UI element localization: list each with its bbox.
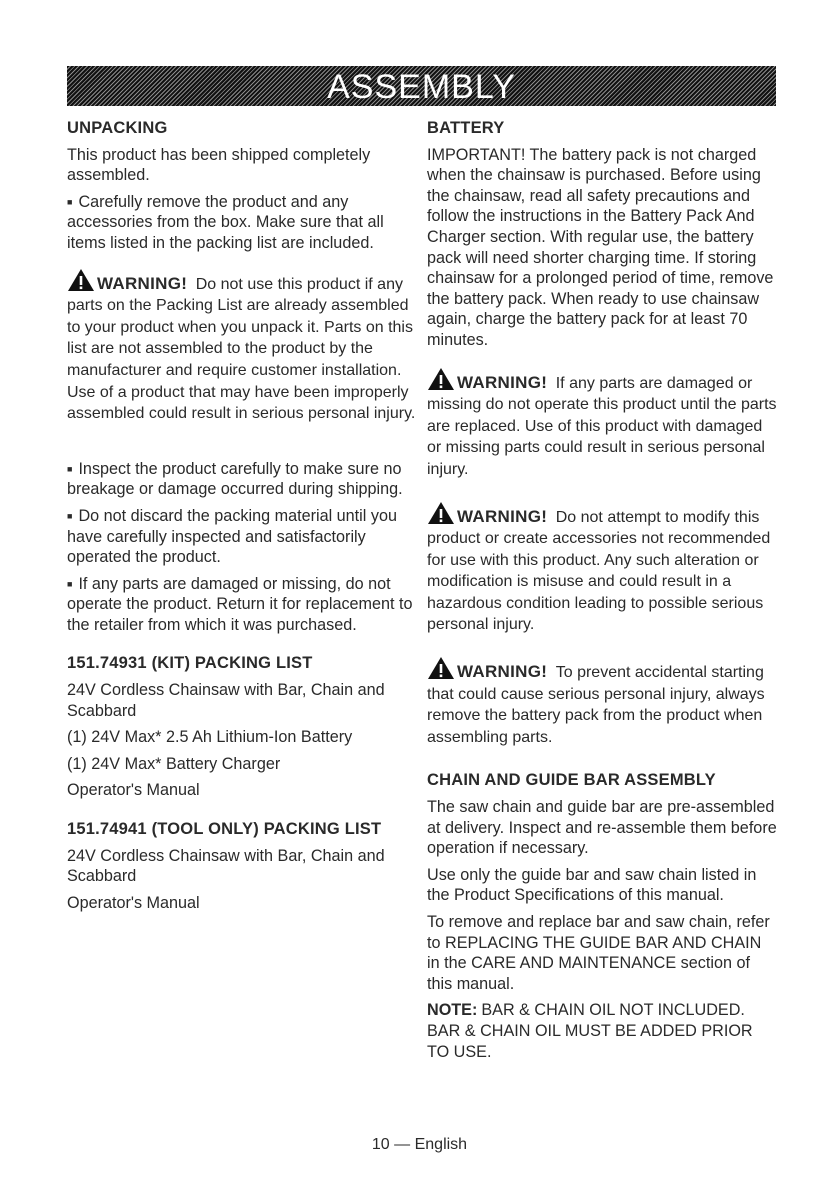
kit-item: (1) 24V Max* 2.5 Ah Lithium-Ion Battery: [67, 728, 353, 747]
battery-heading: BATTERY: [427, 119, 505, 137]
unpacking-bullet-4: ■ If any parts are damaged or missing, do not operate the product. Return it for replacement to the retailer from which it was purchased.: [67, 574, 419, 636]
tool-item: Operator's Manual: [67, 893, 200, 912]
warning-triangle-icon: [427, 501, 455, 525]
page-title: ASSEMBLY: [327, 68, 516, 106]
kit-item: 24V Cordless Chainsaw with Bar, Chain and Scabbard: [67, 681, 385, 720]
chain-paragraph: To remove and replace bar and saw chain, refer to REPLACING THE GUIDE BAR AND CHAIN in the CARE AND MAINTENANCE section of this manual.: [427, 913, 770, 993]
warning-text: Do not attempt to modify this product or create accessories not recommended for use with this product. Any such alteration or modification is misuse and could result in a hazardous condition leading to possible serious personal injury.: [427, 508, 771, 634]
warning-label: WARNING!: [457, 506, 548, 526]
battery-text: IMPORTANT! The battery pack is not charged when the chainsaw is purchased. Before using the chainsaw, read all safety precautions and follow the instructions in the Battery Pack And Charger section. With regular use, the battery pack will need shorter charging time. If storing chainsaw for a prolonged period of time, remove the battery pack. When ready to use chainsaw again, charge the battery pack for at least 70 minutes.: [427, 145, 774, 349]
warning-triangle-icon: [427, 656, 455, 680]
warning-block-modify: [427, 501, 777, 637]
kit-packing-list-heading: 151.74931 (KIT) PACKING LIST: [67, 654, 313, 673]
warning-block-parts: [427, 367, 777, 481]
warning-text: To prevent accidental starting that could cause serious personal injury, always remove the battery pack from the product when assembling parts.: [427, 664, 765, 746]
unpacking-bullet-2: ■ Inspect the product carefully to make sure no breakage or damage occurred during shipping.: [67, 459, 419, 500]
warning-text: Do not use this product if any parts on the Packing List are already assembled to your product when you unpack it. Parts on this list are not assembled to the product by the manufacturer and require customer installation. Use of a product that may have been improperly assembled could result in serious personal injury.: [67, 275, 416, 423]
oil-note: [427, 1000, 777, 1062]
warning-triangle-icon: [67, 268, 95, 292]
tool-item: 24V Cordless Chainsaw with Bar, Chain and Scabbard: [67, 846, 385, 886]
warning-triangle-icon: [427, 367, 455, 391]
warning-text: If any parts are damaged or missing do not operate this product until the parts are replaced. Use of this product with damaged or missing parts could result in serious personal injury.: [427, 374, 777, 478]
kit-item: (1) 24V Max* Battery Charger: [67, 754, 281, 773]
unpacking-heading: UNPACKING: [67, 119, 168, 137]
warning-block-unpack: [67, 268, 419, 425]
warning-label: WARNING!: [457, 662, 548, 682]
unpacking-bullet-3: ■ Do not discard the packing material until you have carefully inspected and satisfactorily operated the product.: [67, 506, 419, 568]
chain-assembly-heading: CHAIN AND GUIDE BAR ASSEMBLY: [427, 771, 716, 790]
chain-paragraph: Use only the guide bar and saw chain listed in the Product Specifications of this manual.: [427, 865, 757, 905]
warning-label: WARNING!: [457, 372, 548, 392]
unpacking-bullet-1: ■ Carefully remove the product and any accessories from the box. Make sure that all items listed in the packing list are included.: [67, 192, 419, 254]
warning-block-starting: [427, 656, 777, 748]
right-column: [427, 118, 777, 1068]
kit-item: Operator's Manual: [67, 781, 200, 800]
warning-label: WARNING!: [97, 273, 188, 293]
left-column: [67, 118, 419, 919]
unpacking-intro: This product has been shipped completely assembled.: [67, 145, 371, 185]
page-footer: 10 — English: [371, 1136, 468, 1153]
note-text: BAR & CHAIN OIL NOT INCLUDED. BAR & CHAIN OIL MUST BE ADDED PRIOR TO USE.: [427, 1001, 753, 1061]
note-label: NOTE:: [427, 1001, 478, 1020]
chain-paragraph: The saw chain and guide bar are pre-assembled at delivery. Inspect and re-assemble them before operation if necessary.: [427, 798, 777, 858]
tool-packing-list-heading: 151.74941 (TOOL ONLY) PACKING LIST: [67, 820, 382, 839]
section-banner: [67, 66, 776, 106]
